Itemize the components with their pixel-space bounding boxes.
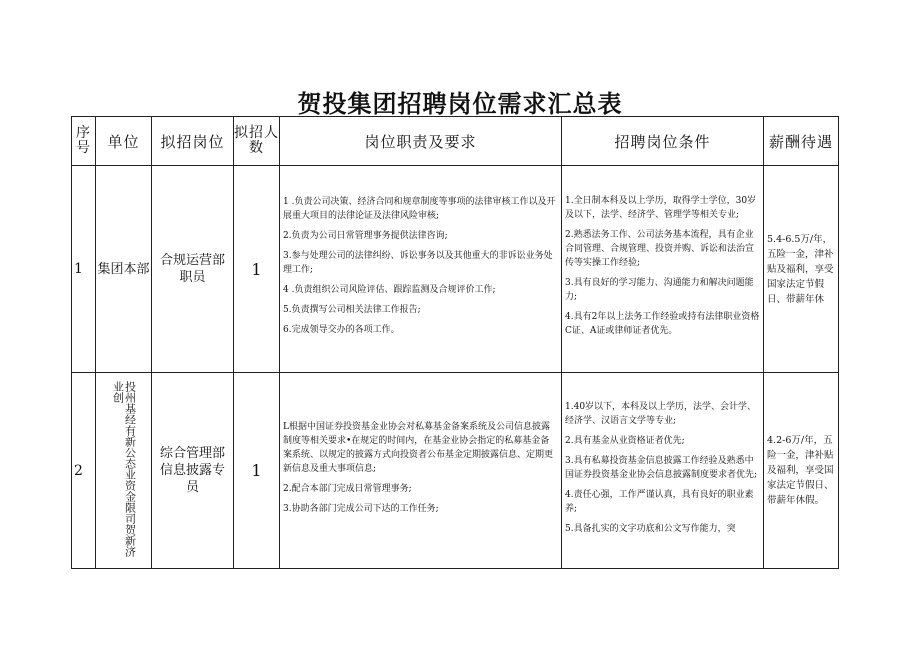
condition-item: 5.具备扎实的文字功底和公文写作能力，突 [565, 523, 736, 534]
condition-item: 4.责任心强，工作严谨认真，具有良好的职业素养; [565, 489, 754, 514]
header-pay: 薪酬待遇 [764, 117, 839, 166]
row-unit-text: 投州基经有新公态业资金限司贺新济业创 [111, 380, 137, 557]
row-position: 合规运营部职员 [152, 166, 234, 373]
row-seq: 1 [72, 166, 96, 373]
row-count: 1 [234, 166, 280, 373]
duty-item: 2.负责为公司日常管理事务提供法律咨询; [283, 231, 448, 241]
row-conditions [562, 373, 764, 569]
table-row [72, 373, 839, 569]
row-unit [96, 373, 152, 569]
row-duties [280, 166, 562, 373]
duty-item: 2.配合本部门完成日常管理事务; [283, 483, 412, 494]
header-conditions: 招聘岗位条件 [562, 117, 764, 166]
duty-item: 5.负责撰写公司相关法律工作报告; [283, 305, 421, 315]
row-duties [280, 373, 562, 569]
header-duties: 岗位职责及要求 [280, 117, 562, 166]
duty-item: 6.完成领导交办的各项工作。 [283, 325, 400, 335]
header-count: 拟招人数 [234, 117, 280, 166]
duty-item: 4 .负责组织公司风险评估、跟踪监测及合规评价工作; [283, 285, 496, 295]
duty-item: L根据中国证券投资基金业协会对私募基金备案系统及公司信息披露制度等相关要求•在规定的时间内，在基金业协会指定的私募基金备案系统、以规定的披露方式向投资者公布基金定期披露信息、定期更新信息及重大事项信息; [283, 421, 554, 474]
condition-item: 1.全日制本科及以上学历，取得学士学位，30岁及以下，法学、经济学、管理学等相关专业; [565, 196, 757, 220]
row-pay: 5.4-6.5万/年，五险一金，津补贴及福利，享受国家法定节假日、带薪年休 [764, 166, 839, 373]
condition-item: 2.熟悉法务工作、公司法务基本流程，具有企业合同管理、合规管理、投资并购、诉讼和法治宣传等实操工作经验; [565, 230, 755, 268]
condition-item: 4.具有2年以上法务工作经验或持有法律职业资格C证、A证或律师证者优先。 [565, 312, 760, 336]
duty-item: 3.协助各部门完成公司下达的工作任务; [283, 503, 439, 514]
duty-item: 3.参与处理公司的法律纠纷、诉讼事务以及其他重大的非诉讼业务处理工作; [283, 251, 553, 275]
row-conditions [562, 166, 764, 373]
page-title: 贺投集团招聘岗位需求汇总表 [297, 90, 623, 118]
duty-item: 1 .负责公司决策、经济合同和规章制度等事项的法律审核工作以及开展重大项目的法律论证及法律风险审核; [283, 197, 556, 221]
row-count: 1 [234, 373, 280, 569]
header-position: 拟招岗位 [152, 117, 234, 166]
condition-item: 1.40岁以下，本科及以上学历，法学、会计学、经济学、汉语言文学等专业; [565, 401, 757, 426]
header-row [72, 117, 839, 166]
condition-item: 3.具有良好的学习能力、沟通能力和解决问题能力; [565, 278, 754, 302]
header-unit: 单位 [96, 117, 152, 166]
row-seq: 2 [72, 373, 96, 569]
row-position: 综合管理部信息披露专员 [152, 373, 234, 569]
condition-item: 3.具有私募投资基金信息披露工作经验及熟悉中国证券投资基金业协会信息披露制度要求者优先; [565, 455, 758, 480]
row-pay: 4.2-6万/年，五险一金，津补贴及福利，享受国家法定节假日、带薪年休假。 [764, 373, 839, 569]
header-seq: 序号 [72, 117, 96, 166]
row-unit: 集团本部 [96, 166, 152, 373]
recruitment-table [71, 116, 839, 569]
condition-item: 2.具有基金从业资格证者优先; [565, 435, 685, 446]
table-row [72, 166, 839, 373]
